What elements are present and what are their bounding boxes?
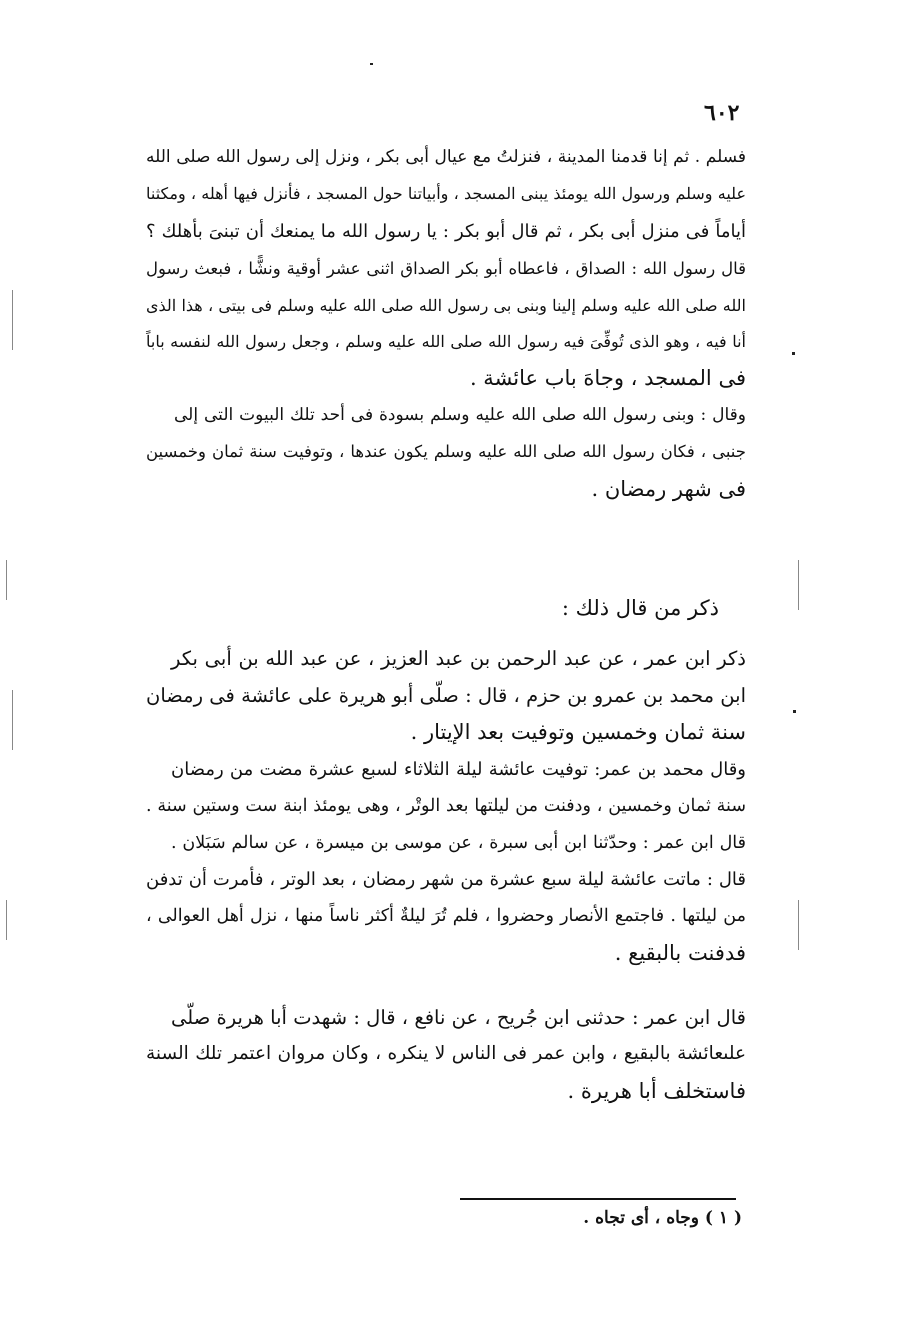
text-line: فدفنت بالبقيع . bbox=[614, 941, 746, 965]
text-line: فى شهر رمضان . bbox=[591, 477, 746, 501]
text-line: فاستخلف أبا هريرة . bbox=[567, 1079, 746, 1103]
text-line: الله صلى الله عليه وسلم إلينا وبنى بى رسول الله صلى الله عليه وسلم فى بيتى ، هذا الذى bbox=[146, 296, 747, 315]
scan-edge-mark bbox=[6, 900, 7, 940]
footnote: ( ١ ) وجاه ، أى تجاه . bbox=[583, 1208, 742, 1228]
scan-edge-mark bbox=[12, 690, 13, 750]
text-line: عليه وسلم ورسول الله يومئذ يبنى المسجد ، وأبياتنا حول المسجد ، فأنزل فيها أهله ، ومكثنا bbox=[146, 184, 746, 203]
text-line: أنا فيه ، وهو الذى تُوفِّىَ فيه رسول الله صلى الله عليه وسلم ، وجعل رسول الله لنفسه باباً bbox=[146, 332, 746, 351]
text-line: سنة ثمان وخمسين وتوفيت بعد الإيتار . bbox=[410, 720, 746, 744]
text-line: أياماً فى منزل أبى بكر ، ثم قال أبو بكر : يا رسول الله ما يمنعك أن تبنىَ بأهلك ؟ bbox=[146, 221, 746, 242]
text-line: وقال محمد بن عمر: توفيت عائشة ليلة الثلاثاء لسبع عشرة مضت من رمضان bbox=[171, 759, 746, 780]
scan-edge-mark bbox=[798, 560, 799, 610]
scan-edge-mark bbox=[798, 900, 799, 950]
scan-speck bbox=[370, 63, 373, 65]
text-line: وقال : وبنى رسول الله صلى الله عليه وسلم بسودة فى أحد تلك البيوت التى إلى bbox=[174, 405, 746, 425]
text-line: فى المسجد ، وجاهَ باب عائشة . bbox=[469, 366, 746, 390]
text-line: ذكر ابن عمر ، عن عبد الرحمن بن عبد العزيز ، عن عبد الله بن أبى بكر bbox=[171, 647, 746, 670]
footnote-rule bbox=[460, 1198, 736, 1200]
text-line: من ليلتها . فاجتمع الأنصار وحضروا ، فلم تُرَ ليلةٌ أكثر ناساً منها ، نزل أهل العوالى ، bbox=[146, 906, 746, 926]
text-line: علىعائشة بالبقيع ، وابن عمر فى الناس لا ينكره ، وكان مروان اعتمر تلك السنة bbox=[146, 1043, 746, 1064]
text-line: سنة ثمان وخمسين ، ودفنت من ليلتها بعد الوتْر ، وهى يومئذ ابنة ست وستين سنة . bbox=[146, 796, 746, 816]
scan-edge-mark bbox=[12, 290, 13, 350]
text-line: ابن محمد بن عمرو بن حزم ، قال : صلّى أبو هريرة على عائشة فى رمضان bbox=[146, 684, 746, 707]
page-number: ٦٠٢ bbox=[704, 100, 740, 126]
section-heading: ذكر من قال ذلك : bbox=[561, 596, 719, 620]
text-line: فسلم . ثم إنا قدمنا المدينة ، فنزلتُ مع عيال أبى بكر ، ونزل إلى رسول الله صلى الله bbox=[146, 147, 746, 167]
scan-speck bbox=[792, 352, 795, 355]
text-line: قال رسول الله : الصداق ، فاعطاه أبو بكر الصداق اثنى عشر أوقية ونشًّا ، فبعث رسول bbox=[146, 259, 746, 278]
text-line: قال : ماتت عائشة ليلة سبع عشرة من شهر رمضان ، بعد الوتر ، فأمرت أن تدفن bbox=[146, 869, 746, 890]
text-line: قال ابن عمر : حدثنى ابن جُريح ، عن نافع ، قال : شهدت أبا هريرة صلّى bbox=[171, 1006, 746, 1029]
text-line: قال ابن عمر : وحدّثنا ابن أبى سبرة ، عن موسى بن ميسرة ، عن سالم سَبَلان . bbox=[171, 833, 746, 853]
scan-edge-mark bbox=[6, 560, 7, 600]
scan-speck bbox=[793, 710, 796, 713]
text-line: جنبى ، فكان رسول الله صلى الله عليه وسلم يكون عندها ، وتوفيت سنة ثمان وخمسين bbox=[146, 442, 746, 461]
